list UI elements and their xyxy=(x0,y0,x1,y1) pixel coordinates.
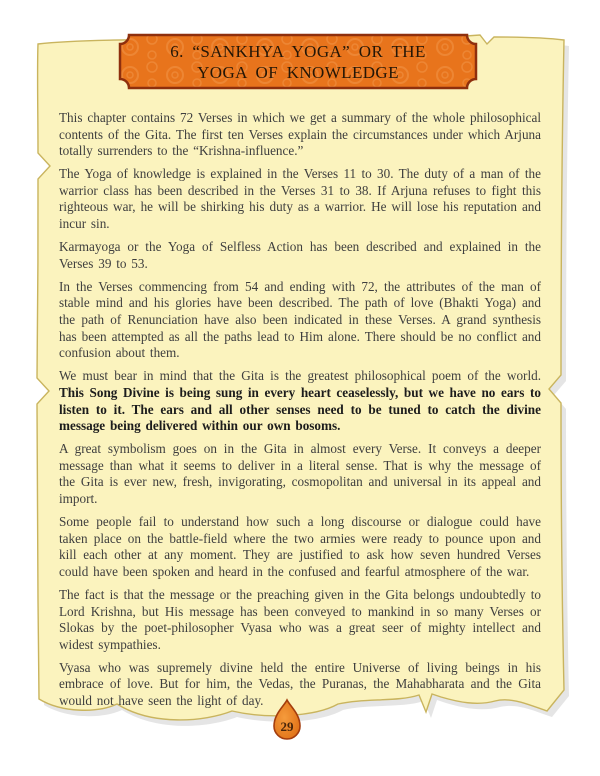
paragraph: The fact is that the message or the preaching given in the Gita belongs undoubtedly to Lord Krishna, but His message has been conveyed to mankind in so many Verses or Slokas by the poet-philosopher Vyasa who was a great seer of mighty intellect and widest sympathies. xyxy=(59,586,541,652)
paragraph-bold-text: This Song Divine is being sung in every heart ceaselessly, but we have no ears to listen to it. The ears and all other senses need to be tuned to catch the divine message being delivered within our own bosoms. xyxy=(59,384,541,434)
paragraph: This chapter contains 72 Verses in which we get a summary of the whole philosophical contents of the Gita. The first ten Verses explain the circumstances under which Arjuna totally surrenders to the “Krishna-influence.” xyxy=(59,110,541,159)
paragraph: A great symbolism goes on in the Gita in almost every Verse. It conveys a deeper message than what it seems to deliver in a literal sense. That is why the message of the Gita is ever new, fresh, invigorating, cosmopolitan and universal in its appeal and import. xyxy=(59,441,541,506)
chapter-title-line1: 6. “SANKHYA YOGA” OR THE xyxy=(170,41,426,61)
paragraph: Vyasa who was supremely divine held the entire Universe of living beings in his embrace of love. But for him, the Vedas, the Puranas, the Mahabharata and the Gita would not have seen the light of day. xyxy=(59,659,541,708)
page-number: 29 xyxy=(280,719,294,734)
paragraph: Some people fail to understand how such a long discourse or dialogue could have taken place on the battle-field where the two armies were ready to pounce upon and kill each other at any moment. They are justified to ask how seven hundred Verses could have been spoken and heard in the confused and fearful atmosphere of the war. xyxy=(59,514,541,579)
chapter-title-line2: YOGA OF KNOWLEDGE xyxy=(197,62,399,82)
chapter-body xyxy=(59,110,541,716)
paragraph-with-emphasis xyxy=(59,368,541,434)
paragraph: In the Verses commencing from 54 and ending with 72, the attributes of the man of stable mind and his glories have been described. The path of love (Bhakti Yoga) and the path of Renunciation have also been indicated in these Verses. A grand synthesis has been attempted as all the paths lead to Him alone. There should be no conflict and confusion about them. xyxy=(59,278,541,361)
paragraph: Karmayoga or the Yoga of Selfless Action has been described and explained in the Verses 39 to 53. xyxy=(59,239,541,271)
paragraph: The Yoga of knowledge is explained in the Verses 11 to 30. The duty of a man of the warrior class has been described in the Verses 31 to 38. If Arjuna refuses to fight this righteous war, he will be shirking his duty as a warrior. He will lose his reputation and incur sin. xyxy=(59,166,541,232)
chapter-title xyxy=(118,33,478,90)
page-number-badge xyxy=(269,697,307,747)
paragraph-lead-text: We must bear in mind that the Gita is the greatest philosophical poem of the world. xyxy=(59,368,541,384)
chapter-title-banner xyxy=(118,33,478,90)
